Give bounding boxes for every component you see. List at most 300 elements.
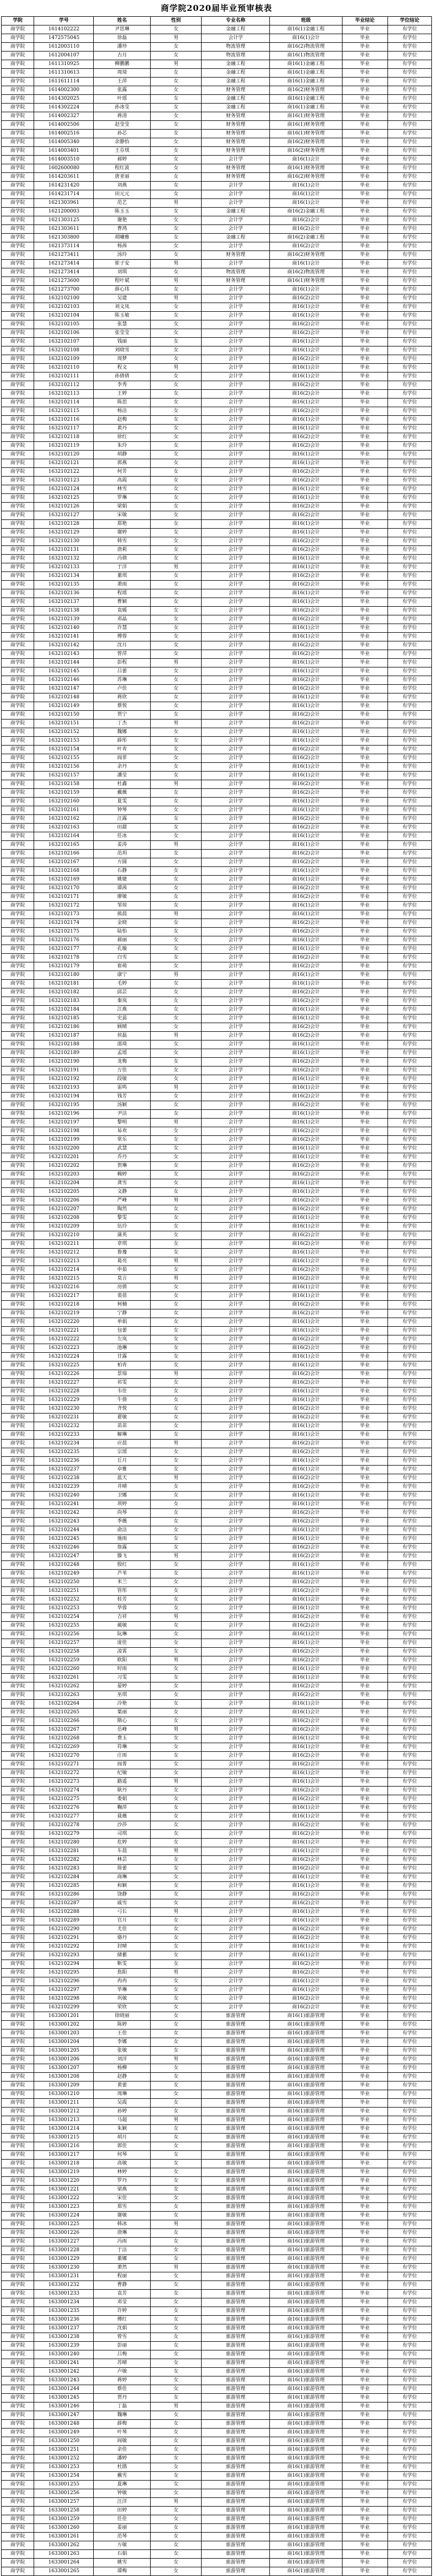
- graduation-cell: 毕业: [342, 234, 387, 242]
- major-cell: 会计学: [202, 806, 270, 815]
- student-id-cell: 1614302224: [34, 104, 94, 112]
- major-cell: 会计学: [202, 1266, 270, 1275]
- name-cell: 贾宁: [94, 711, 151, 720]
- gender-cell: 女: [151, 1691, 202, 1700]
- student-id-cell: 1632102156: [34, 763, 94, 772]
- graduation-cell: 毕业: [342, 633, 387, 641]
- degree-cell: 有学位: [387, 1726, 431, 1735]
- gender-cell: 男: [151, 294, 202, 303]
- student-id-cell: 1632102110: [34, 364, 94, 372]
- gender-cell: 男: [151, 34, 202, 43]
- student-id-cell: 1633001261: [34, 2533, 94, 2541]
- student-id-cell: 1633001253: [34, 2463, 94, 2472]
- degree-cell: 有学位: [387, 1205, 431, 1214]
- degree-cell: 有学位: [387, 1925, 431, 1934]
- class-cell: 商16(1)会计: [270, 1387, 342, 1396]
- college-cell: 商学院: [2, 381, 34, 390]
- student-id-cell: 1633001208: [34, 2073, 94, 2082]
- graduation-cell: 毕业: [342, 1717, 387, 1726]
- class-cell: 商16(2)会计: [270, 468, 342, 477]
- degree-cell: 有学位: [387, 2437, 431, 2446]
- table-row: [2, 52, 432, 60]
- college-cell: 商学院: [2, 1067, 34, 1075]
- major-cell: 会计学: [202, 425, 270, 433]
- table-row: [2, 1431, 432, 1440]
- degree-cell: 有学位: [387, 1188, 431, 1197]
- graduation-cell: 毕业: [342, 806, 387, 815]
- graduation-cell: 毕业: [342, 1344, 387, 1353]
- college-cell: 商学院: [2, 485, 34, 494]
- graduation-cell: 毕业: [342, 2446, 387, 2455]
- graduation-cell: 毕业: [342, 1214, 387, 1223]
- student-id-cell: 1632102223: [34, 1344, 94, 1353]
- college-cell: 商学院: [2, 2186, 34, 2194]
- student-id-cell: 1632102128: [34, 520, 94, 529]
- major-cell: 会计学: [202, 1552, 270, 1561]
- name-cell: 苗苗: [94, 1422, 151, 1431]
- gender-cell: 男: [151, 1197, 202, 1205]
- name-cell: 王芬琪: [94, 147, 151, 156]
- degree-cell: 有学位: [387, 1040, 431, 1049]
- name-cell: 黄丹: [94, 425, 151, 433]
- student-id-cell: 1632102255: [34, 1622, 94, 1630]
- student-id-cell: 1632102276: [34, 1804, 94, 1813]
- table-row: [2, 589, 432, 598]
- table-row: [2, 2021, 432, 2029]
- table-row: [2, 728, 432, 737]
- degree-cell: 有学位: [387, 676, 431, 685]
- graduation-cell: 毕业: [342, 1361, 387, 1370]
- student-id-cell: 1632102250: [34, 1578, 94, 1587]
- name-cell: 唐莉: [94, 546, 151, 555]
- degree-cell: 有学位: [387, 130, 431, 138]
- class-cell: 商16(2)物流管理: [270, 268, 342, 277]
- gender-cell: 女: [151, 1787, 202, 1795]
- student-id-cell: 1621303961: [34, 199, 94, 208]
- student-id-cell: 1632102217: [34, 1292, 94, 1301]
- major-cell: 旅游管理: [202, 2064, 270, 2073]
- degree-cell: 有学位: [387, 1769, 431, 1778]
- college-cell: 商学院: [2, 2446, 34, 2455]
- degree-cell: 有学位: [387, 2524, 431, 2533]
- degree-cell: 有学位: [387, 1379, 431, 1387]
- graduation-cell: 毕业: [342, 182, 387, 190]
- major-cell: 会计学: [202, 1708, 270, 1717]
- graduation-cell: 毕业: [342, 581, 387, 589]
- name-cell: 许婷: [94, 2307, 151, 2316]
- name-cell: 梁燕: [94, 2186, 151, 2194]
- degree-cell: 有学位: [387, 615, 431, 624]
- class-cell: 商16(1)旅游管理: [270, 2333, 342, 2342]
- major-cell: 旅游管理: [202, 2307, 270, 2316]
- college-cell: 商学院: [2, 1787, 34, 1795]
- table-row: [2, 1665, 432, 1674]
- table-row: [2, 850, 432, 858]
- graduation-cell: 毕业: [342, 390, 387, 399]
- name-cell: 侯磊: [94, 1032, 151, 1040]
- college-cell: 商学院: [2, 1084, 34, 1093]
- class-cell: 商16(1)会计: [270, 1014, 342, 1023]
- name-cell: 曾萍: [94, 650, 151, 659]
- name-cell: 程瑶: [94, 589, 151, 598]
- gender-cell: 女: [151, 95, 202, 104]
- graduation-cell: 毕业: [342, 1032, 387, 1040]
- degree-cell: 有学位: [387, 1440, 431, 1448]
- major-cell: 旅游管理: [202, 2385, 270, 2394]
- graduation-cell: 毕业: [342, 1813, 387, 1821]
- name-cell: 古月: [94, 52, 151, 60]
- major-cell: 旅游管理: [202, 2316, 270, 2324]
- major-cell: 旅游管理: [202, 2368, 270, 2376]
- table-row: [2, 1396, 432, 1405]
- student-id-cell: 1614002300: [34, 86, 94, 95]
- graduation-cell: 毕业: [342, 2376, 387, 2385]
- student-id-cell: 1632102188: [34, 1040, 94, 1049]
- gender-cell: 女: [151, 2186, 202, 2194]
- major-cell: 会计学: [202, 2003, 270, 2012]
- gender-cell: 女: [151, 1483, 202, 1492]
- table-row: [2, 1778, 432, 1787]
- class-cell: 商16(2)会计: [270, 1231, 342, 1240]
- graduation-cell: 毕业: [342, 1483, 387, 1492]
- student-id-cell: 1633001204: [34, 2038, 94, 2047]
- gender-cell: 女: [151, 52, 202, 60]
- graduation-cell: 毕业: [342, 164, 387, 173]
- graduation-cell: 毕业: [342, 104, 387, 112]
- gender-cell: 女: [151, 2003, 202, 2012]
- name-cell: 邓莹: [94, 2298, 151, 2307]
- gender-cell: 女: [151, 2021, 202, 2029]
- student-id-cell: 1632102186: [34, 1023, 94, 1032]
- name-cell: 孙芯: [94, 130, 151, 138]
- student-id-cell: 1632102204: [34, 1179, 94, 1188]
- college-cell: 商学院: [2, 1570, 34, 1578]
- degree-cell: 有学位: [387, 624, 431, 633]
- name-cell: 潘莹: [94, 772, 151, 780]
- table-row: [2, 1370, 432, 1379]
- gender-cell: 女: [151, 928, 202, 936]
- graduation-cell: 毕业: [342, 1040, 387, 1049]
- gender-cell: 女: [151, 954, 202, 962]
- gender-cell: 女: [151, 737, 202, 746]
- table-row: [2, 1596, 432, 1604]
- class-cell: 商16(1)旅游管理: [270, 2064, 342, 2073]
- table-row: [2, 2333, 432, 2342]
- class-cell: 商16(1)会计: [270, 1145, 342, 1153]
- degree-cell: 有学位: [387, 2116, 431, 2125]
- student-id-cell: 1632102131: [34, 546, 94, 555]
- gender-cell: 女: [151, 1700, 202, 1708]
- student-id-cell: 1632102202: [34, 1162, 94, 1171]
- name-cell: 巩敏: [94, 1995, 151, 2003]
- graduation-cell: 毕业: [342, 1778, 387, 1787]
- table-row: [2, 459, 432, 468]
- gender-cell: 女: [151, 1873, 202, 1882]
- graduation-cell: 毕业: [342, 1743, 387, 1752]
- graduation-cell: 毕业: [342, 1587, 387, 1596]
- major-cell: 旅游管理: [202, 2290, 270, 2298]
- student-id-cell: 1632102181: [34, 980, 94, 988]
- major-cell: 旅游管理: [202, 2550, 270, 2559]
- student-id-cell: 1632102258: [34, 1648, 94, 1656]
- college-cell: 商学院: [2, 1240, 34, 1249]
- student-id-cell: 1632102150: [34, 711, 94, 720]
- degree-cell: 有学位: [387, 2220, 431, 2229]
- graduation-cell: 毕业: [342, 1457, 387, 1466]
- student-id-cell: 1614002516: [34, 130, 94, 138]
- name-cell: 毛婷: [94, 980, 151, 988]
- college-cell: 商学院: [2, 451, 34, 459]
- name-cell: 乔丹: [94, 1153, 151, 1162]
- student-id-cell: 1633001240: [34, 2350, 94, 2359]
- college-cell: 商学院: [2, 2151, 34, 2160]
- gender-cell: 女: [151, 494, 202, 503]
- graduation-cell: 毕业: [342, 884, 387, 893]
- table-row: [2, 1171, 432, 1179]
- table-row: [2, 954, 432, 962]
- table-row: [2, 919, 432, 928]
- college-cell: 商学院: [2, 234, 34, 242]
- name-cell: 项婷: [94, 1500, 151, 1509]
- class-cell: 商16(2)会计: [270, 1552, 342, 1561]
- gender-cell: 女: [151, 43, 202, 52]
- college-cell: 商学院: [2, 1769, 34, 1778]
- student-id-cell: 1633001214: [34, 2125, 94, 2134]
- major-cell: 会计学: [202, 676, 270, 685]
- college-cell: 商学院: [2, 2142, 34, 2151]
- degree-cell: 有学位: [387, 789, 431, 798]
- degree-cell: 有学位: [387, 2055, 431, 2064]
- name-cell: 林雪: [94, 485, 151, 494]
- graduation-cell: 毕业: [342, 1925, 387, 1934]
- name-cell: 田婷: [94, 2507, 151, 2515]
- name-cell: 崔子安: [94, 260, 151, 268]
- gender-cell: 女: [151, 2507, 202, 2515]
- major-cell: 会计学: [202, 832, 270, 841]
- graduation-cell: 毕业: [342, 2264, 387, 2272]
- class-cell: 商16(1)会计: [270, 876, 342, 884]
- class-cell: 商16(2)会计: [270, 997, 342, 1006]
- degree-cell: 有学位: [387, 25, 431, 34]
- college-cell: 商学院: [2, 1535, 34, 1544]
- name-cell: 娄娟: [94, 1795, 151, 1804]
- name-cell: 司琪: [94, 1830, 151, 1839]
- major-cell: 财务管理: [202, 86, 270, 95]
- class-cell: 商16(2)会计: [270, 1266, 342, 1275]
- class-cell: 商16(1)会计: [270, 1977, 342, 1986]
- name-cell: 金晓: [94, 919, 151, 928]
- major-cell: 会计学: [202, 364, 270, 372]
- student-id-cell: 1632102129: [34, 529, 94, 537]
- student-id-cell: 1632102295: [34, 1969, 94, 1977]
- college-cell: 商学院: [2, 43, 34, 52]
- degree-cell: 有学位: [387, 1578, 431, 1587]
- name-cell: 申茹: [94, 1266, 151, 1275]
- name-cell: 汪露: [94, 815, 151, 824]
- class-cell: 商16(2)会计: [270, 1162, 342, 1171]
- name-cell: 庞佳: [94, 1639, 151, 1648]
- major-cell: 金融工程: [202, 104, 270, 112]
- gender-cell: 女: [151, 2203, 202, 2212]
- graduation-cell: 毕业: [342, 138, 387, 147]
- degree-cell: 有学位: [387, 468, 431, 477]
- college-cell: 商学院: [2, 1743, 34, 1752]
- college-cell: 商学院: [2, 1266, 34, 1275]
- gender-cell: 男: [151, 1474, 202, 1483]
- name-cell: 赖婷: [94, 1171, 151, 1179]
- major-cell: 财务管理: [202, 130, 270, 138]
- name-cell: 秦岚: [94, 997, 151, 1006]
- graduation-cell: 毕业: [342, 216, 387, 225]
- degree-cell: 有学位: [387, 1396, 431, 1405]
- degree-cell: 有学位: [387, 1847, 431, 1856]
- student-id-cell: 1633001210: [34, 2090, 94, 2099]
- gender-cell: 女: [151, 121, 202, 130]
- gender-cell: 女: [151, 425, 202, 433]
- degree-cell: 有学位: [387, 876, 431, 884]
- graduation-cell: 毕业: [342, 2567, 387, 2576]
- gender-cell: 女: [151, 442, 202, 451]
- table-row: [2, 277, 432, 286]
- gender-cell: 女: [151, 1405, 202, 1414]
- major-cell: 会计学: [202, 928, 270, 936]
- table-row: [2, 1891, 432, 1899]
- graduation-cell: 毕业: [342, 416, 387, 425]
- major-cell: 会计学: [202, 1361, 270, 1370]
- student-id-cell: 1632102212: [34, 1249, 94, 1257]
- degree-cell: 有学位: [387, 520, 431, 529]
- table-row: [2, 1804, 432, 1813]
- major-cell: 会计学: [202, 693, 270, 702]
- college-cell: 商学院: [2, 867, 34, 876]
- student-id-cell: 1632102211: [34, 1240, 94, 1249]
- major-cell: 旅游管理: [202, 2168, 270, 2177]
- name-cell: 饶静: [94, 1891, 151, 1899]
- major-cell: 会计学: [202, 1847, 270, 1856]
- gender-cell: 女: [151, 1561, 202, 1570]
- degree-cell: 有学位: [387, 2541, 431, 2550]
- table-row: [2, 2125, 432, 2134]
- graduation-cell: 毕业: [342, 1882, 387, 1891]
- major-cell: 金融工程: [202, 25, 270, 34]
- class-cell: 商16(2)会计: [270, 390, 342, 399]
- table-row: [2, 1587, 432, 1596]
- major-cell: 会计学: [202, 312, 270, 320]
- gender-cell: 女: [151, 1205, 202, 1214]
- table-row: [2, 1136, 432, 1145]
- degree-cell: 有学位: [387, 216, 431, 225]
- graduation-cell: 毕业: [342, 477, 387, 485]
- degree-cell: 有学位: [387, 225, 431, 234]
- name-cell: 王佳: [94, 2029, 151, 2038]
- gender-cell: 女: [151, 1353, 202, 1361]
- student-id-cell: 1614002327: [34, 112, 94, 121]
- major-cell: 会计学: [202, 936, 270, 945]
- name-cell: 周琦: [94, 69, 151, 78]
- gender-cell: 女: [151, 173, 202, 182]
- major-cell: 会计学: [202, 1153, 270, 1162]
- gender-cell: 女: [151, 1006, 202, 1014]
- graduation-cell: 毕业: [342, 919, 387, 928]
- college-cell: 商学院: [2, 477, 34, 485]
- college-cell: 商学院: [2, 1674, 34, 1682]
- student-id-cell: 1633001223: [34, 2203, 94, 2212]
- name-cell: 余静怡: [94, 138, 151, 147]
- college-cell: 商学院: [2, 1440, 34, 1448]
- degree-cell: 有学位: [387, 988, 431, 997]
- college-cell: 商学院: [2, 711, 34, 720]
- class-cell: 商16(1)会计: [270, 910, 342, 919]
- gender-cell: 女: [151, 2324, 202, 2333]
- graduation-cell: 毕业: [342, 2333, 387, 2342]
- gender-cell: 女: [151, 511, 202, 520]
- college-cell: 商学院: [2, 1327, 34, 1335]
- graduation-cell: 毕业: [342, 112, 387, 121]
- graduation-cell: 毕业: [342, 1951, 387, 1960]
- major-cell: 旅游管理: [202, 2533, 270, 2541]
- class-cell: 商16(1)旅游管理: [270, 2246, 342, 2255]
- college-cell: 商学院: [2, 268, 34, 277]
- gender-cell: 男: [151, 2264, 202, 2272]
- table-row: [2, 2368, 432, 2376]
- class-cell: 商16(1)会计: [270, 451, 342, 459]
- name-cell: 池琳: [94, 1344, 151, 1353]
- graduation-cell: 毕业: [342, 997, 387, 1006]
- college-cell: 商学院: [2, 2524, 34, 2533]
- graduation-cell: 毕业: [342, 1197, 387, 1205]
- name-cell: 汤颖: [94, 1101, 151, 1110]
- major-cell: 会计学: [202, 893, 270, 902]
- gender-cell: 女: [151, 1231, 202, 1240]
- college-cell: 商学院: [2, 772, 34, 780]
- class-cell: 商16(2)会计: [270, 1309, 342, 1318]
- major-cell: 会计学: [202, 1448, 270, 1457]
- name-cell: 左岚: [94, 1335, 151, 1344]
- student-id-cell: 1632102229: [34, 1396, 94, 1405]
- graduation-cell: 毕业: [342, 60, 387, 69]
- student-id-cell: 1632102283: [34, 1865, 94, 1873]
- gender-cell: 女: [151, 390, 202, 399]
- major-cell: 会计学: [202, 1951, 270, 1960]
- graduation-cell: 毕业: [342, 676, 387, 685]
- name-cell: 曹颖: [94, 598, 151, 607]
- graduation-cell: 毕业: [342, 789, 387, 798]
- major-cell: 旅游管理: [202, 2298, 270, 2307]
- college-cell: 商学院: [2, 1335, 34, 1344]
- gender-cell: 女: [151, 2429, 202, 2437]
- major-cell: 会计学: [202, 1058, 270, 1067]
- table-row: [2, 737, 432, 746]
- college-cell: 商学院: [2, 2082, 34, 2090]
- college-cell: 商学院: [2, 980, 34, 988]
- college-cell: 商学院: [2, 1630, 34, 1639]
- name-cell: 魏娜: [94, 728, 151, 737]
- graduation-cell: 毕业: [342, 1682, 387, 1691]
- name-cell: 周琳: [94, 2090, 151, 2099]
- degree-cell: 有学位: [387, 399, 431, 407]
- column-header: 性别: [151, 17, 202, 25]
- name-cell: 祁雯: [94, 1379, 151, 1387]
- class-cell: 商16(1)会计: [270, 1804, 342, 1813]
- class-cell: 商16(1)会计: [270, 529, 342, 537]
- table-row: [2, 2055, 432, 2064]
- student-id-cell: 1633001215: [34, 2134, 94, 2142]
- degree-cell: 有学位: [387, 1283, 431, 1292]
- name-cell: 汤玲: [94, 251, 151, 260]
- graduation-cell: 毕业: [342, 1301, 387, 1309]
- student-id-cell: 1621303800: [34, 234, 94, 242]
- major-cell: 会计学: [202, 659, 270, 667]
